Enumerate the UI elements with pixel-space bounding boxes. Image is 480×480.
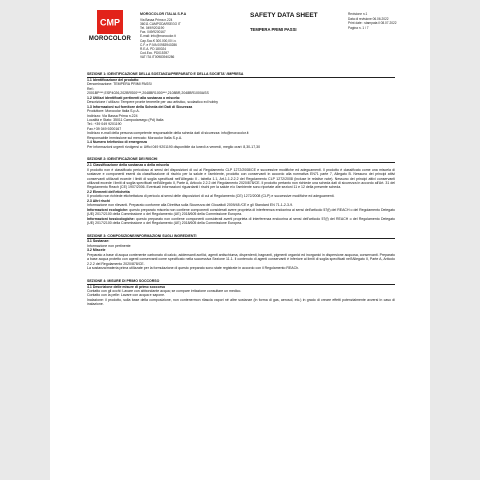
paragraph [87, 217, 395, 226]
subsection-heading: 2.1 Classificazione della sostanza o della miscela [87, 163, 169, 168]
paragraph: Contatto con la pelle: Lavare con acqua e sapone. [87, 293, 166, 298]
paragraph: Contatto con gli occhi: Lavare con abbondante acqua; se compare irritazione consultare un medico. [87, 289, 242, 294]
paragraph: Località e Stato: 35011 Campodarsego (Pd) Italia [87, 118, 164, 123]
subsection-heading: 1.4 Numero telefonico di emergenza [87, 140, 147, 145]
paragraph: Il prodotto non è classificato pericoloso ai sensi dei disposizioni di cui al Regolamento CLP 1272/2008/CE e successive modifiche ed adeguamenti. Il prodotto è classificato come una miscela di sostanze e componenti esenti da classificazione di rischio per la salute e l'ambiente, prodotto con conservanti in accordo alla normativa EN71 parte 7, Allegato B. Nessuno dei principi attivi conservanti utilizzati eccede i limiti di soglia specificati nell'Allegato II - tabella 1.1, Art.1.1.2.2.2 del Regolamento CLP 1272/2008 (incluse le relative note). Nessuno dei principi attivi conservanti utilizzati eccede i limiti di soglia specificati nell'Allegato II, Parte A, Articolo 2.2.2 del Regolamento 2020/878/CE. Il prodotto pertanto non richiede una scheda dati di sicurezza in accordo all'Art. 31 del Regolamento Reach (CE) 1907/2006. Eventuali informazioni riguardanti i rischi per la salute e/o l'ambiente sono riportate alle sezioni 11 e 12 della presente scheda. [87, 167, 395, 190]
revision-number: Revisione n.1 [348, 12, 368, 16]
subsection-heading: 3.2 Miscele [87, 248, 106, 253]
paragraph: Informazione non rilevanti. Preparato conforme alla Direttiva sulla Sicurezza dei Giocattoli 2009/48 /CE e gli Standard EN 71-1-2-3-9. [87, 203, 294, 208]
document-body [87, 72, 395, 307]
paragraph-text: questo preparato non contiene componenti considerati averti proprieta di interferenza endocrina ai sensi dell'articolo 57(f) del REACH o del Regolamento Delegato (UE) 2017/2100 della Commissione o del Regolamento (UE) 2018/605 della Commissione Europea. [87, 216, 395, 226]
paragraph-text: questo preparato miscela non contiene componenti considerati avere proprieta di interferenza endocrina ai sensi dell'articolo 57(f) del REACH o del Regolamento Delegato (UE) 2017/2100 della Commissione o del Regolamento (UE) 2018/605 della Commissione Europea. [87, 207, 395, 217]
page-number: Pagina n. 1 / 7 [348, 25, 369, 30]
subsection-heading: 1.2 Utilizzi identificati pertinenti alla sostanza o miscela: [87, 95, 181, 100]
section-heading: SEZIONE 3: COMPOSIZIONE/INFORMAZIONI SUGLI INGREDIENTI [87, 234, 395, 240]
company-line: 36011 CAMPODARSEGO IT [140, 22, 181, 27]
subsection-heading: 3.1 Sostanze: [87, 239, 110, 244]
company-name: MOROCOLOR ITALIA S.P.A [140, 12, 187, 16]
company-line: Tel. 049/9201190 [140, 26, 165, 31]
section-heading: SEZIONE 1: IDENTIFICAZIONE DELLA SOSTANZA/PREPARATO E DELLA SOCIETA' /IMPRESA [87, 72, 395, 78]
product-name: TEMPERA PRIMI PASSI [250, 27, 297, 32]
print-date: Print date : stampata il 08.07.2022 [348, 21, 397, 26]
document-title: SAFETY DATA SHEET [250, 12, 318, 19]
paragraph: Ref.: [87, 86, 95, 91]
svg-text:CMP: CMP [100, 17, 120, 28]
paragraph: Per informazioni urgenti rivolgersi a: Uffici 049 9201190 disponibile da lunedì a venerdì, meglio orari: 8,30-17,30 [87, 144, 261, 149]
paragraph: Indirizzo: Via Bassa Prima n.224 [87, 113, 138, 118]
paragraph: Tel.: +39 049 9201190 [87, 122, 122, 127]
subsection-heading: 1.1 Identificazione del prodotto [87, 77, 139, 82]
document-header [50, 0, 430, 64]
company-logo [88, 10, 132, 52]
company-line: Cod.Ecc. PD015397 [140, 50, 169, 55]
inline-label: Informazioni tossicologiche: [87, 216, 135, 221]
paragraph: 2001BP***,ESP4026,202BRS00***,2048BR1000***,2108BR,2048BR1000ASS [87, 91, 209, 96]
company-line: Cap.Soc.€ 300.000,00 i.v. [140, 38, 177, 43]
revision-date: Data di revisione 06.06.2022 [348, 16, 389, 21]
logo-text: MOROCOLOR [88, 36, 132, 42]
paragraph: La sostanza/materia prima utilizzate per la formulazione di questo preparato sono state registrate in accordo con il Regolamento REACh. [87, 266, 300, 271]
document-page [50, 0, 430, 480]
paragraph: Indirizzo e-mail della persona competente responsabile della scheda dati di sicurezza: info@morocolor.it [87, 131, 249, 136]
title-block [250, 12, 340, 32]
paragraph: Denominazione: TEMPERA PRIMI PASSI [87, 82, 152, 87]
paragraph: Descrizione / utilizzo: Tempere pronte tenerelle per uso artistico, scolastico ed hobby [87, 100, 219, 105]
paragraph: Inalazione: il prodotto, sulla base della composizione, non contenermon rilascia vapori né altre sostanze (in forma di gas, aerosol, etc.) in grado di creare effetti potenzialmente avversi in caso di inalazione. [87, 297, 395, 307]
paragraph [87, 208, 395, 217]
logo-mark-icon [97, 10, 123, 34]
revision-info [348, 12, 428, 30]
paragraph: Produttore: Morocolor Italia S.p.A. [87, 109, 140, 114]
paragraph: Fax.+39 049 9200167 [87, 126, 122, 131]
subsection-heading: 2.3 Altri rischi [87, 198, 111, 203]
subsection-heading: 2.2 Elementi dell'etichetta [87, 189, 130, 194]
company-line: E-mail: info@morocolor.it [140, 34, 176, 39]
inline-label: Informazioni ecologiche: [87, 207, 129, 212]
company-line: Fax. 049/9200167 [140, 30, 166, 35]
company-line: Via Bassa Prima n.224 [140, 18, 173, 23]
company-info [140, 12, 240, 59]
company-line: C.F. e P.IVA 00983940286 [140, 42, 177, 47]
company-line: R.E.A. PD 180024 [140, 46, 167, 51]
paragraph: Informazione non pertinente [87, 243, 131, 248]
section-heading: SEZIONE 4: MISURE DI PRIMO SOCCORSO [87, 279, 395, 285]
paragraph: Il prodotto non richiede etichettatura di pericolo ai sensi delle disposizioni di cui al Regolamento (CE) 1272/2008 (CLP) e successive modifiche ed adeguamenti. [87, 194, 335, 199]
subsection-heading: 1.3 Informazioni sul fornitore della Scheda dei Dati di Sicurezza [87, 104, 193, 109]
company-line: VAT ITA IT00983940286 [140, 54, 175, 59]
section-heading: SEZIONE 2: IDENTIFICAZIONE DEI RISCHI [87, 157, 395, 163]
subsection-heading: 4.1 Descrizione delle misure di primo soccorso [87, 284, 166, 289]
paragraph: Preparato a base di acqua contenente carbonato di calcio, addensanti acrilici, agenti antischiuma, disperdenti, bagnanti, pigmenti organici ed inorganici in dispersione acquosa, conservanti. Preparato a base acqua protetto con agenti conservanti come specificato nella successiva Sezione 11.1. Il contenuto di agenti conservanti è inferiore ai limiti di soglia specificati nell'Allegato II, Parte A, Articolo 2.2.2 del Regolamento 2020/878/CE. [87, 252, 395, 266]
paragraph: Responsabile immissione sul mercato: Morocolor Italia S.p.A. [87, 135, 183, 140]
